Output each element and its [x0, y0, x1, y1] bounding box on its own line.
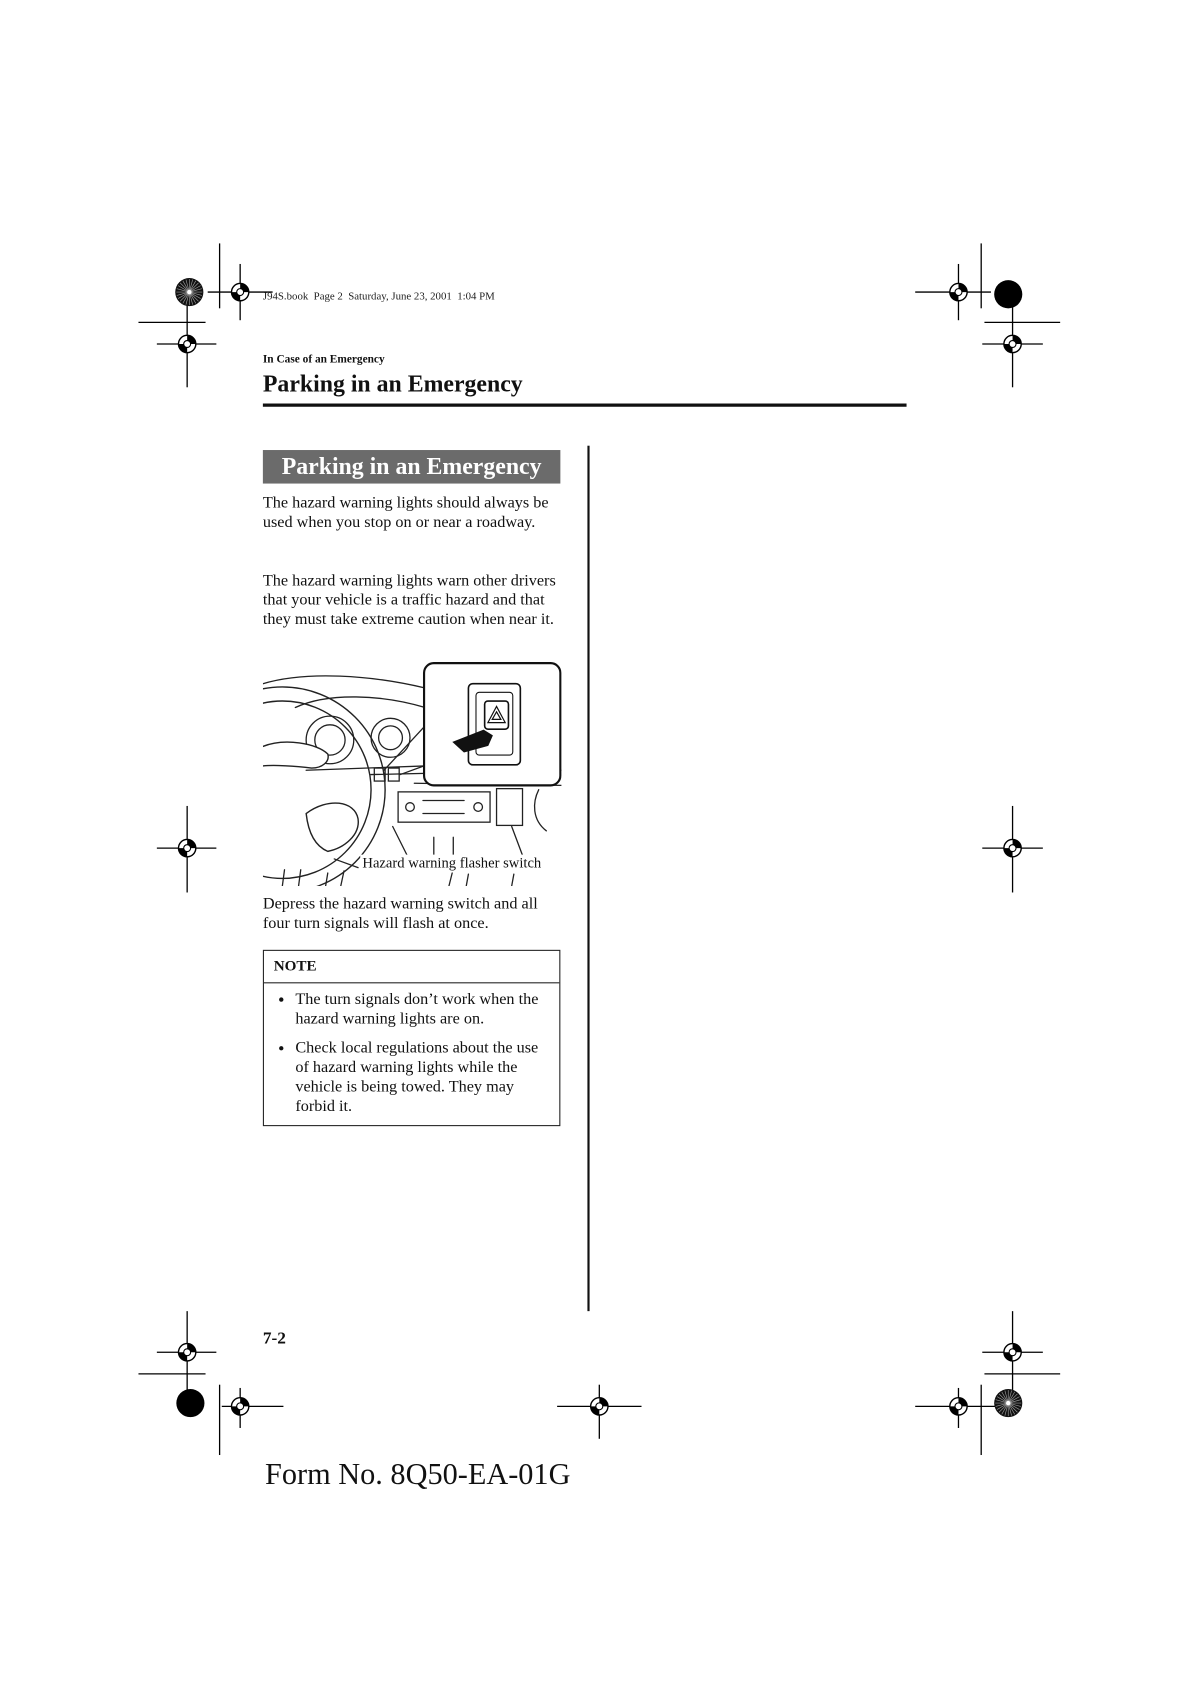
solid-dot-mark-icon [994, 280, 1022, 308]
page-title: Parking in an Emergency [262, 369, 523, 398]
hazard-switch-icon [468, 684, 520, 765]
crosshair-mark-icon [950, 1398, 967, 1415]
crosshair-mark-icon [1004, 1344, 1021, 1361]
crop-marks-bottom-right [915, 1311, 1060, 1455]
dashboard-illustration [263, 662, 562, 886]
crosshair-mark-icon [178, 335, 195, 352]
hazard-switch-inset [424, 663, 560, 785]
crosshair-mark-icon [591, 1398, 608, 1415]
instruction-paragraph: Depress the hazard warning switch and all four turn signals will flash at once. [262, 895, 538, 933]
body-paragraph: The hazard warning lights warn other drivers that your vehicle is a traffic hazard and that they must take extreme caution when near it. [262, 572, 556, 629]
page-number: 7-2 [262, 1329, 286, 1348]
note-item: • Check local regulations about the use of hazard warning lights while the vehicle is being towed. They may forbid it. [295, 1039, 552, 1117]
crosshair-mark-icon [232, 283, 249, 300]
crop-marks-top-left [138, 243, 272, 387]
header-rule [263, 404, 907, 407]
note-item: • The turn signals don’t work when the hazard warning lights are on. [295, 990, 552, 1029]
print-header: J94S.book Page 2 Saturday, June 23, 2001 1:04 PM [262, 291, 495, 303]
note-box [263, 950, 560, 1126]
figure-caption: Hazard warning flasher switch [360, 855, 543, 872]
topic-title: Parking in an Emergency [263, 450, 560, 484]
section-label: In Case of an Emergency [262, 353, 385, 366]
starburst-mark-icon [175, 278, 203, 306]
crosshair-mark-icon [1004, 839, 1021, 856]
crop-marks-top-right [915, 243, 1060, 387]
crosshair-mark-icon [232, 1398, 249, 1415]
form-number: Form No. 8Q50-EA-01G [265, 1458, 571, 1492]
crosshair-mark-icon [178, 839, 195, 856]
hazard-switch-figure [263, 662, 562, 886]
note-heading: NOTE [264, 951, 559, 983]
solid-dot-mark-icon [176, 1389, 204, 1417]
body-paragraph: The hazard warning lights should always be used when you stop on or near a roadway. [262, 494, 549, 532]
note-list [264, 983, 559, 1116]
column-divider [587, 446, 589, 1311]
crosshair-mark-icon [950, 283, 967, 300]
starburst-mark-icon [994, 1389, 1022, 1417]
crosshair-mark-icon [178, 1344, 195, 1361]
crop-marks-bottom-left [138, 1311, 283, 1455]
crosshair-mark-icon [1004, 335, 1021, 352]
